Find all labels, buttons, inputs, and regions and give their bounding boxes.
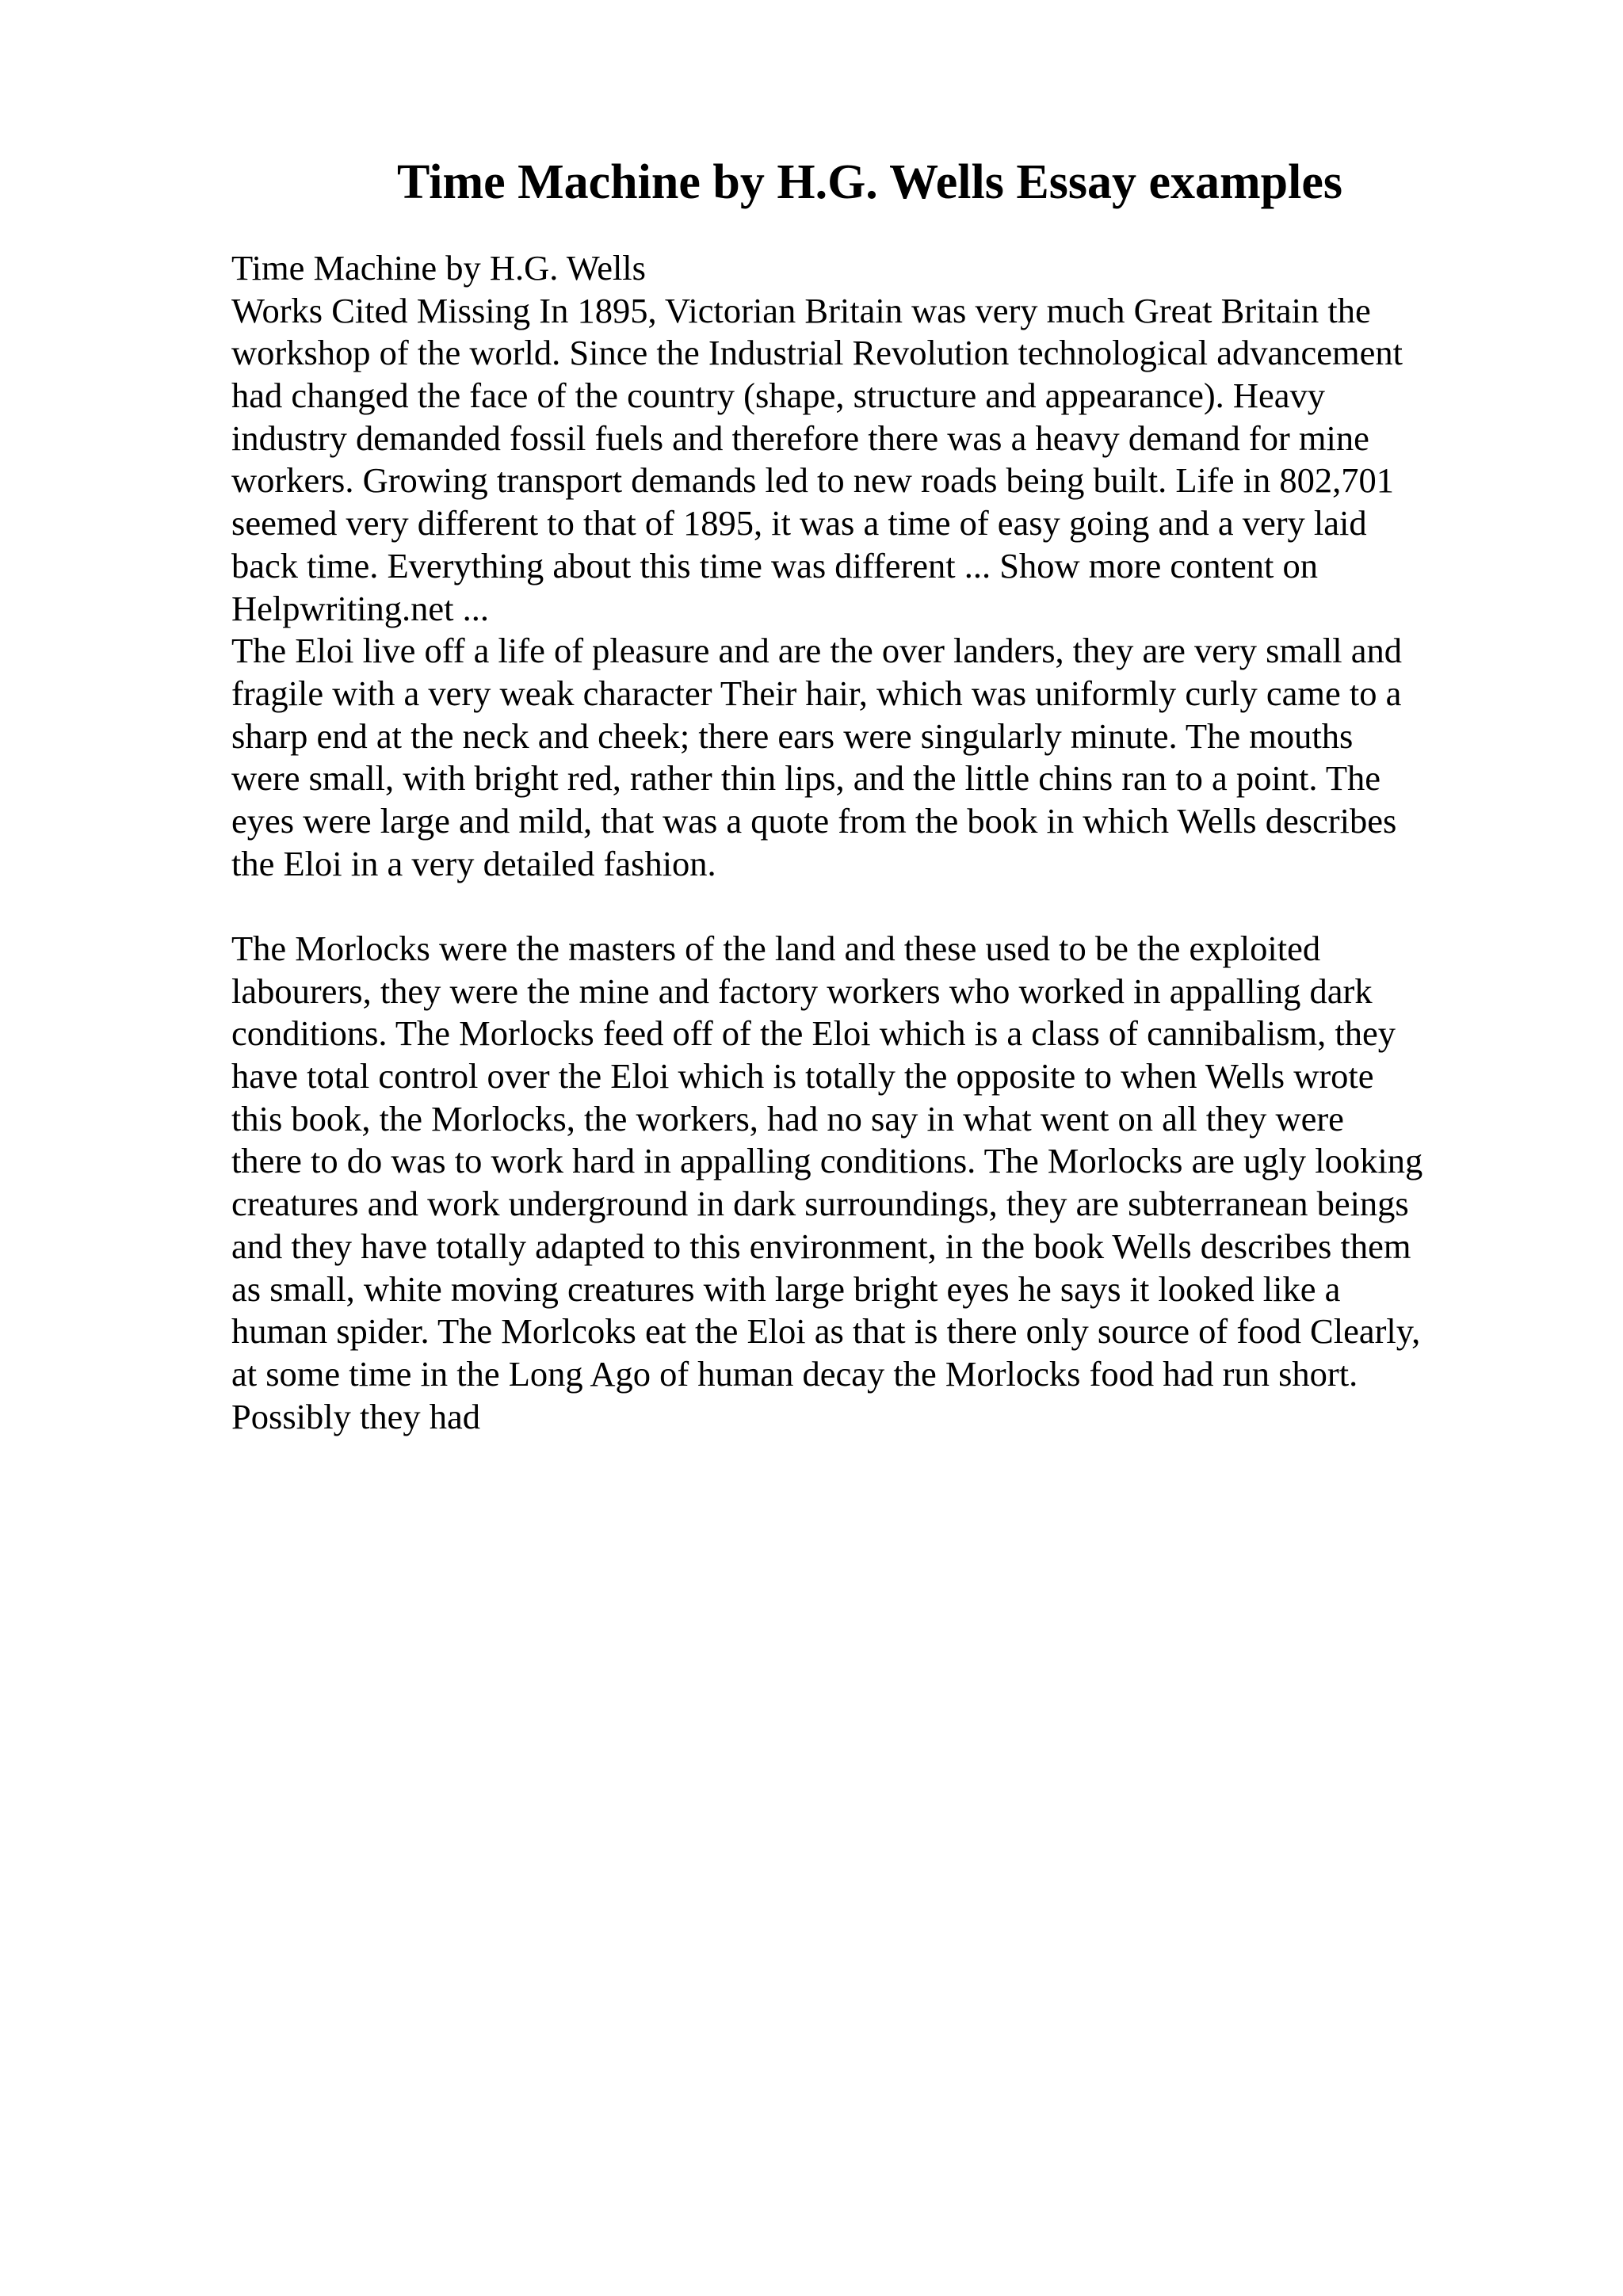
paragraph-intro (231, 290, 1515, 631)
text-line: Works Cited Missing In 1895, Victorian Britain was very much Great Britain the (231, 290, 1371, 330)
text-line: conditions. The Morlocks feed off of the Eloi which is a class of cannibalism, they (231, 1013, 1396, 1054)
text-line: industry demanded fossil fuels and therefore there was a heavy demand for mine (231, 418, 1369, 458)
text-line: and they have totally adapted to this environment, in the book Wells describes them (231, 1226, 1411, 1266)
essay-subtitle: Time Machine by H.G. Wells (231, 248, 646, 288)
text-line: workshop of the world. Since the Industrial Revolution technological advancement (231, 333, 1403, 373)
text-line: Helpwriting.net ... (231, 588, 490, 628)
text-line: workers. Growing transport demands led to new roads being built. Life in 802,701 (231, 460, 1394, 501)
paragraph-morlocks (231, 928, 1515, 1438)
text-line: back time. Everything about this time was different ... Show more content on (231, 545, 1318, 585)
paragraph-spacer (231, 885, 1515, 928)
page-title: Time Machine by H.G. Wells Essay examples (397, 155, 1342, 209)
text-line: The Morlocks were the masters of the land and these used to be the exploited (231, 929, 1321, 968)
paragraph-eloi (231, 630, 1515, 885)
text-line: this book, the Morlocks, the workers, had no say in what went on all they were (231, 1098, 1344, 1138)
text-line: human spider. The Morlcoks eat the Eloi as that is there only source of food Clearly, (231, 1311, 1421, 1352)
text-line: had changed the face of the country (shape, structure and appearance). Heavy (231, 376, 1326, 416)
text-line: sharp end at the neck and cheek; there ears were singularly minute. The mouths (231, 715, 1354, 756)
text-line: eyes were large and mild, that was a quote from the book in which Wells describes (231, 800, 1397, 841)
text-line: The Eloi live off a life of pleasure and are the over landers, they are very small and (231, 631, 1402, 671)
text-line: were small, with bright red, rather thin lips, and the little chins ran to a point. The (231, 758, 1381, 799)
essay-body (231, 247, 1515, 1438)
text-line: at some time in the Long Ago of human decay the Morlocks food had run short. (231, 1353, 1358, 1394)
text-line: seemed very different to that of 1895, it was a time of easy going and a very laid (231, 503, 1367, 543)
text-line: labourers, they were the mine and factory workers who worked in appalling dark (231, 971, 1373, 1011)
text-line: creatures and work underground in dark surroundings, they are subterranean beings (231, 1184, 1409, 1224)
text-line: fragile with a very weak character Their hair, which was uniformly curly came to a (231, 673, 1402, 713)
text-line: the Eloi in a very detailed fashion. (231, 843, 716, 883)
text-line: Possibly they had (231, 1396, 480, 1436)
text-line: have total control over the Eloi which is totally the opposite to when Wells wrote (231, 1056, 1374, 1097)
text-line: there to do was to work hard in appalling conditions. The Morlocks are ugly looking (231, 1141, 1423, 1181)
text-line: as small, white moving creatures with large bright eyes he says it looked like a (231, 1268, 1341, 1309)
